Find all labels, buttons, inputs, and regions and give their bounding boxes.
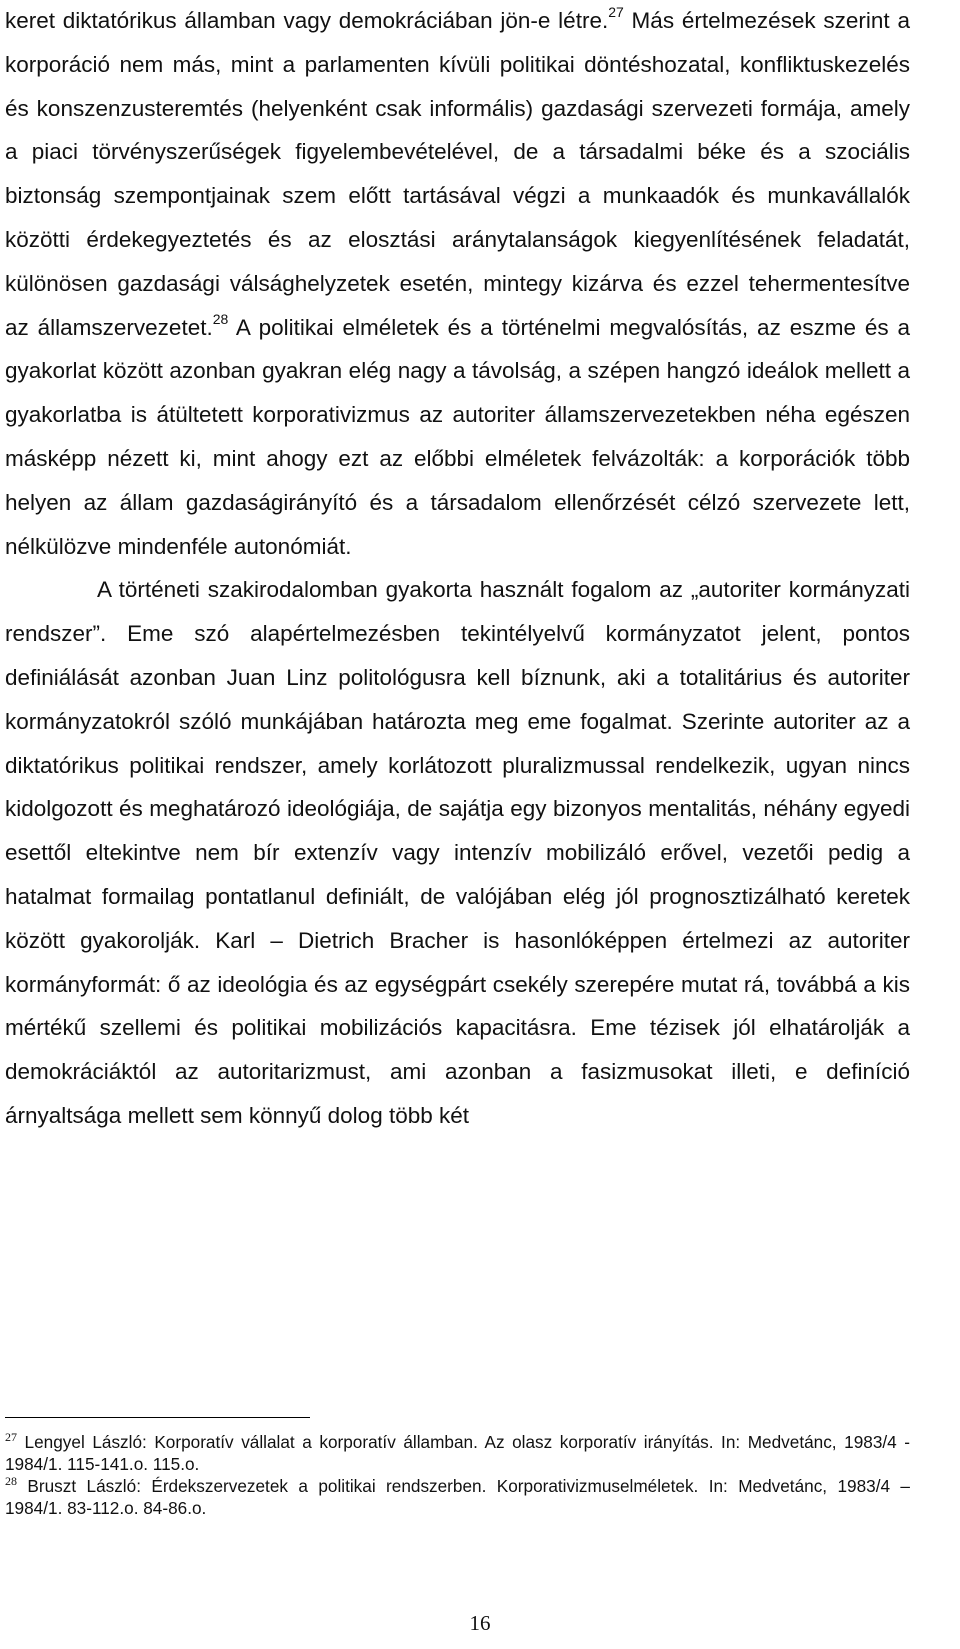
page-number: 16 [469, 1611, 491, 1635]
footnote-mark-27: 27 [5, 1430, 17, 1444]
paragraph-1-text-a: keret diktatórikus államban vagy demokráciában jön-e létre. [5, 8, 609, 33]
footnote-27-text: Lengyel László: Korporatív vállalat a korporatív államban. Az olasz korporatív irányítás. In: Medvetánc, 1983/4 - 1984/1. 115-141.o. 115.o. [5, 1432, 910, 1474]
footnote-ref-28[interactable]: 28 [212, 310, 229, 327]
paragraph-1-text-b: Más értelmezések szerint a korporáció nem más, mint a parlamenten kívüli politikai döntéshozatal, konfliktuskezelés és konszenzusteremtés (helyenként csak informális) gazdasági szervezeti formája, amely a piaci törvényszerűségek figyelembevételével, de a társadalmi béke és a szociális biztonság szempontjainak szem előtt tartásával végzi a munkaadók és munkavállalók közötti érdekegyeztetés és az elosztási aránytalanságok kiegyenlítésének feladatát, különösen gazdasági válsághelyzetek esetén, mintegy kizárva és ezzel tehermentesítve az államszervezetet. [5, 8, 910, 340]
main-text [5, 0, 910, 1138]
paragraph-2: A történeti szakirodalomban gyakorta használt fogalom az „autoriter kormányzati rendszer”. Eme szó alapértelmezésben tekintélyelvű kormányzatot jelent, pontos definiálását azonban Juan Linz politológusra kell bíznunk, aki a totalitárius és autoriter kormányzatokról szóló munkájában határozta meg eme fogalmat. Szerinte autoriter az a diktatórikus politikai rendszer, amely korlátozott pluralizmussal rendelkezik, ugyan nincs kidolgozott és meghatározó ideológiája, de sajátja egy bizonyos mentalitás, néhány egyedi esettől eltekintve nem bír extenzív vagy intenzív mobilizáló erővel, vezetői pedig a hatalmat formailag pontatlanul definiált, de valójában elég jól prognosztizálható keretek között gyakorolják. Karl – Dietrich Bracher is hasonlóképpen értelmezi az autoriter kormányformát: ő az ideológia és az egységpárt csekély szerepére mutat rá, továbbá a kis mértékű szellemi és politikai mobilizációs kapacitásra. Eme tézisek jól elhatárolják a demokráciáktól az autoritarizmust, ami azonban a fasizmusokat illeti, e definíció árnyaltsága mellett sem könnyű dolog több két [5, 577, 910, 1128]
footnote-ref-27[interactable]: 27 [608, 4, 624, 20]
footnote-28 [5, 1475, 910, 1519]
footnotes [5, 1431, 910, 1519]
footnote-28-text: Bruszt László: Érdekszervezetek a politikai rendszerben. Korporativizmuselméletek. In: Medvetánc, 1983/4 – 1984/1. 83-112.o. 84-86.o. [5, 1476, 910, 1518]
paragraph-1-text-c: A politikai elméletek és a történelmi megvalósítás, az eszme és a gyakorlat között azonban gyakran elég nagy a távolság, a szépen hangzó ideálok mellett a gyakorlatba is átültetett korporativizmus az autoriter államszervezetekben néha egészen másképp nézett ki, mint ahogy ezt az előbbi elméletek felvázolták: a korporációk több helyen az állam gazdaságirányító és a társadalom ellenőrzését célzó szervezete lett, nélkülözve mindenféle autonómiát. [5, 314, 910, 559]
footnote-mark-28: 28 [5, 1474, 17, 1488]
footnote-separator [5, 1417, 310, 1418]
paragraph-1 [5, 0, 910, 568]
footnote-27 [5, 1431, 910, 1475]
